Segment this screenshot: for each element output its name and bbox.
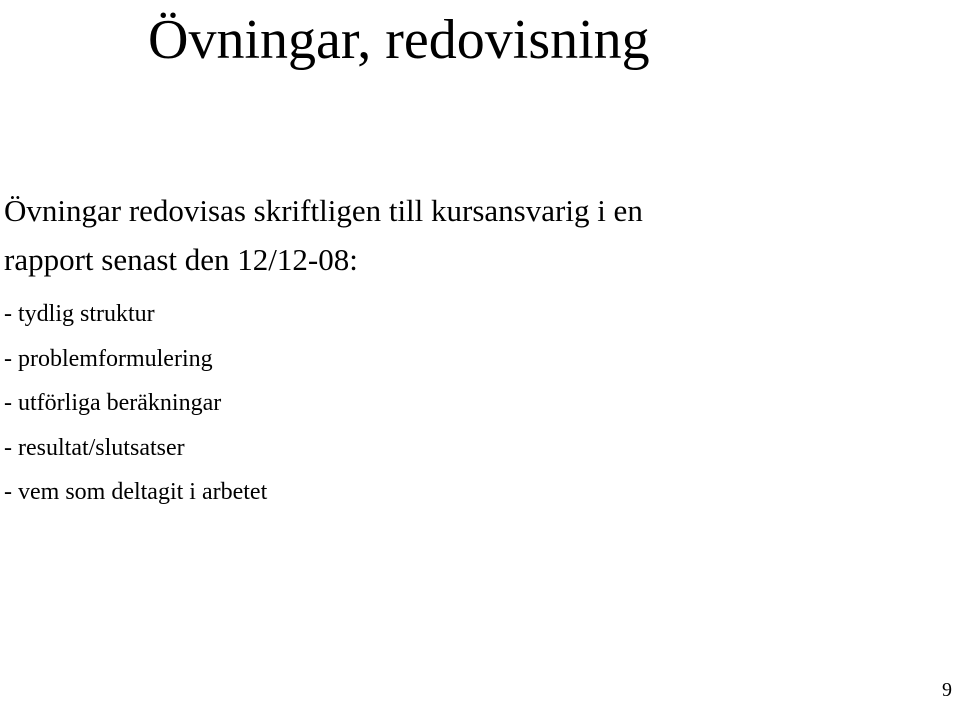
- requirements-list: [4, 292, 267, 515]
- slide-title: Övningar, redovisning: [148, 9, 650, 71]
- page-number: 9: [942, 679, 952, 701]
- list-item: - tydlig struktur: [4, 301, 155, 327]
- intro-line-1: Övningar redovisas skriftligen till kursansvarig i en: [4, 193, 643, 228]
- list-item: - resultat/slutsatser: [4, 434, 185, 461]
- intro-line-2: rapport senast den 12/12-08:: [4, 242, 358, 277]
- intro-paragraph: [4, 186, 944, 284]
- list-item: - utförliga beräkningar: [4, 390, 222, 416]
- list-item: - vem som deltagit i arbetet: [4, 479, 268, 505]
- list-item: - problemformulering: [4, 345, 213, 372]
